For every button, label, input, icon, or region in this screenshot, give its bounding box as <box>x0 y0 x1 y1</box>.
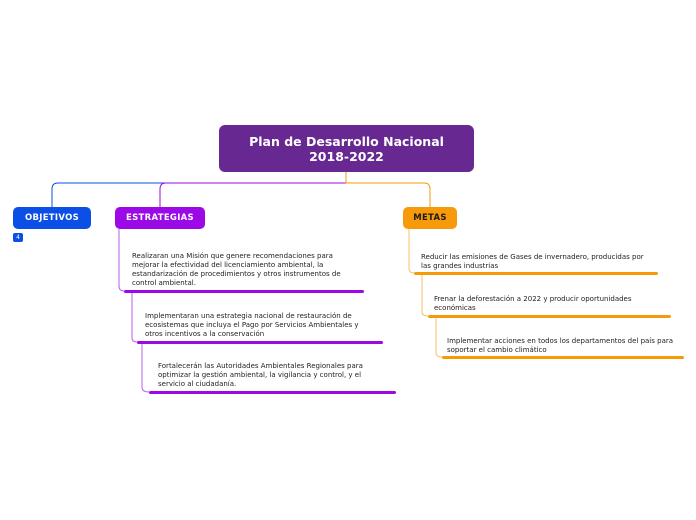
link-metas-item-1 <box>409 229 414 273</box>
metas-item-2[interactable]: Frenar la deforestación a 2022 y producir oportunidades económicas <box>434 295 632 312</box>
objetivos-collapsed-count-badge[interactable]: 4 <box>13 233 23 242</box>
link-metas-item-3 <box>436 316 442 357</box>
link-root-metas <box>346 172 430 207</box>
link-root-objetivos <box>52 172 346 207</box>
link-metas-item-2 <box>422 273 428 316</box>
estrategias-item-2[interactable]: Implementaran una estrategia nacional de restauración de ecosistemas que incluya el Pago por Servicios Ambientales y otros incentivos a la conservación <box>145 312 359 338</box>
metas-item-3-underline <box>442 356 684 359</box>
metas-item-3[interactable]: Implementar acciones en todos los departamentos del país para soportar el cambio climático <box>447 337 674 354</box>
central-topic-title: Plan de Desarrollo Nacional 2018-2022 <box>249 133 444 164</box>
link-estrategias-item-1 <box>119 229 124 291</box>
metas-item-2-underline <box>428 315 671 318</box>
metas-item-1-underline <box>414 272 658 275</box>
estrategias-item-1-underline <box>124 290 364 293</box>
metas-item-1[interactable]: Reducir las emisiones de Gases de invernadero, producidas por las grandes industrias <box>421 253 644 270</box>
estrategias-item-1[interactable]: Realizaran una Misión que genere recomendaciones para mejorar la efectividad del licenciamiento ambiental, la estandarización de procedimientos y otros instrumentos de control ambiental. <box>132 252 341 287</box>
topic-estrategias-label: ESTRATEGIAS <box>126 213 194 223</box>
topic-objetivos-label: OBJETIVOS <box>24 213 80 223</box>
estrategias-item-2-underline <box>137 341 383 344</box>
estrategias-item-3[interactable]: Fortalecerán las Autoridades Ambientales Regionales para optimizar la gestión ambiental, la vigilancia y control, y el servicio al ciudadanía. <box>158 362 363 388</box>
topic-estrategias[interactable] <box>115 207 205 229</box>
link-root-estrategias <box>160 172 346 207</box>
topic-objetivos[interactable] <box>13 207 91 229</box>
estrategias-item-3-underline <box>149 391 396 394</box>
central-topic[interactable] <box>219 125 474 172</box>
topic-metas[interactable] <box>403 207 457 229</box>
link-estrategias-item-3 <box>142 342 149 392</box>
topic-metas-label: METAS <box>413 213 447 223</box>
link-estrategias-item-2 <box>132 291 137 342</box>
